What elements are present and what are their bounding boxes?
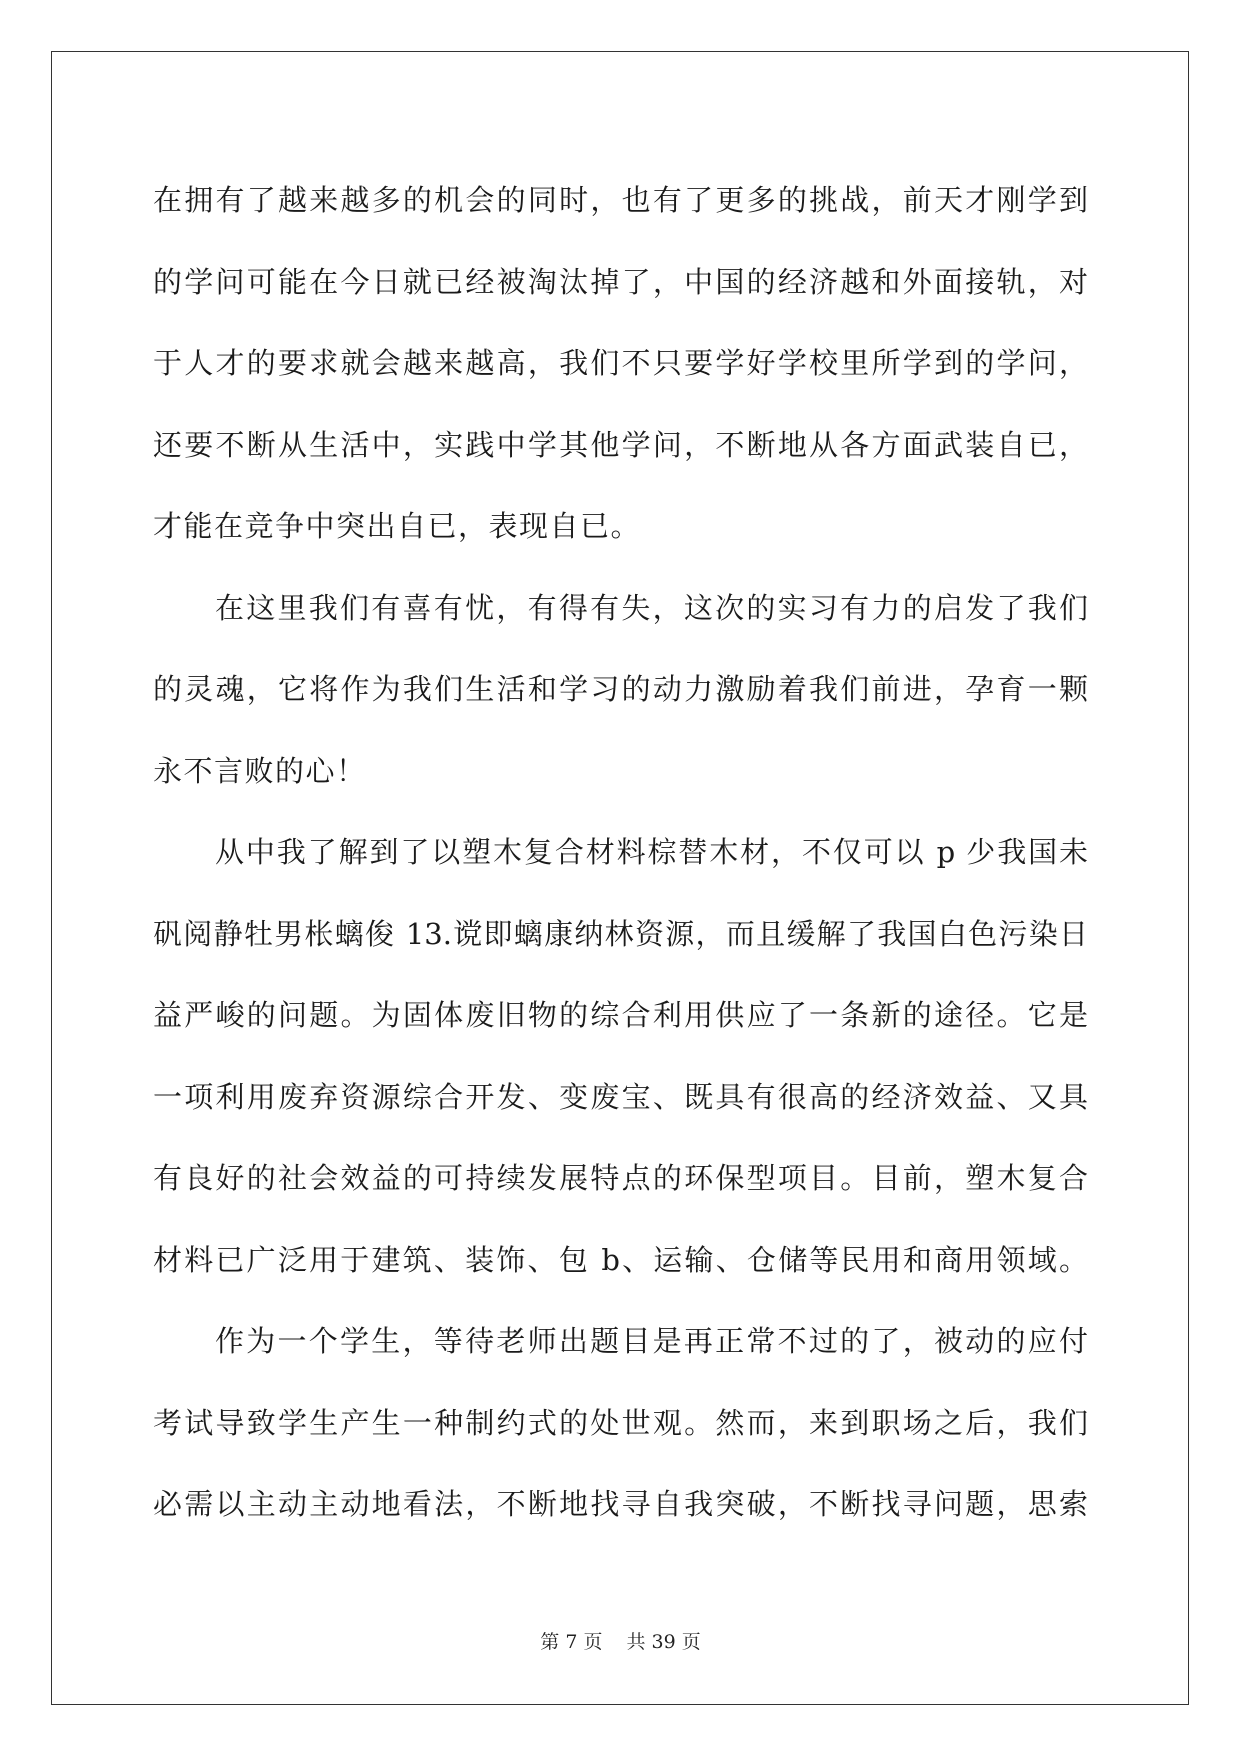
text-line: 矾阅静牡男枨螭俊 13.谠即螭康纳林资源，而且缓解了我国白色污染日 (153, 916, 1088, 951)
text-line: 还要不断从生活中，实践中学其他学问，不断地从各方面武装自已， (153, 427, 1088, 462)
text-line: 在这里我们有喜有忧，有得有失，这次的实习有力的启发了我们 (215, 590, 1088, 625)
text-line: 益严峻的问题。为固体废旧物的综合利用供应了一条新的途径。它是 (153, 998, 1088, 1032)
page-total: 共 39 页 (626, 1631, 701, 1653)
text-line: 考试导致学生产生一种制约式的处世观。然而，来到职场之后，我们 (153, 1405, 1088, 1440)
page-footer (0, 1627, 1241, 1654)
text-line: 必需以主动主动地看法，不断地找寻自我突破，不断找寻问题，思索 (153, 1487, 1088, 1521)
page-number: 第 7 页 (540, 1631, 603, 1653)
document-body (153, 160, 1088, 1546)
text-line: 才能在竞争中突出自已，表现自已。 (153, 509, 642, 543)
text-line: 在拥有了越来越多的机会的同时，也有了更多的挑战，前天才刚学到 (153, 183, 1088, 217)
text-line: 材料已广泛用于建筑、装饰、包 b、运输、仓储等民用和商用领域。 (153, 1242, 1088, 1277)
text-line: 于人才的要求就会越来越高，我们不只要学好学校里所学到的学问， (153, 346, 1088, 380)
text-line: 的学问可能在今日就已经被淘汰掉了，中国的经济越和外面接轨，对 (153, 264, 1088, 299)
text-line: 有良好的社会效益的可持续发展特点的环保型项目。目前，塑木复合 (153, 1161, 1088, 1195)
text-line: 从中我了解到了以塑木复合材料棕替木材，不仅可以 p 少我国未 (215, 835, 1088, 869)
text-line: 一项利用废弃资源综合开发、变废宝、既具有很高的经济效益、又具 (153, 1079, 1088, 1114)
text-line: 作为一个学生，等待老师出题目是再正常不过的了，被动的应付 (215, 1324, 1088, 1358)
text-line: 永不言败的心！ (153, 753, 367, 788)
text-line: 的灵魂，它将作为我们生活和学习的动力激励着我们前进，孕育一颗 (153, 672, 1088, 706)
